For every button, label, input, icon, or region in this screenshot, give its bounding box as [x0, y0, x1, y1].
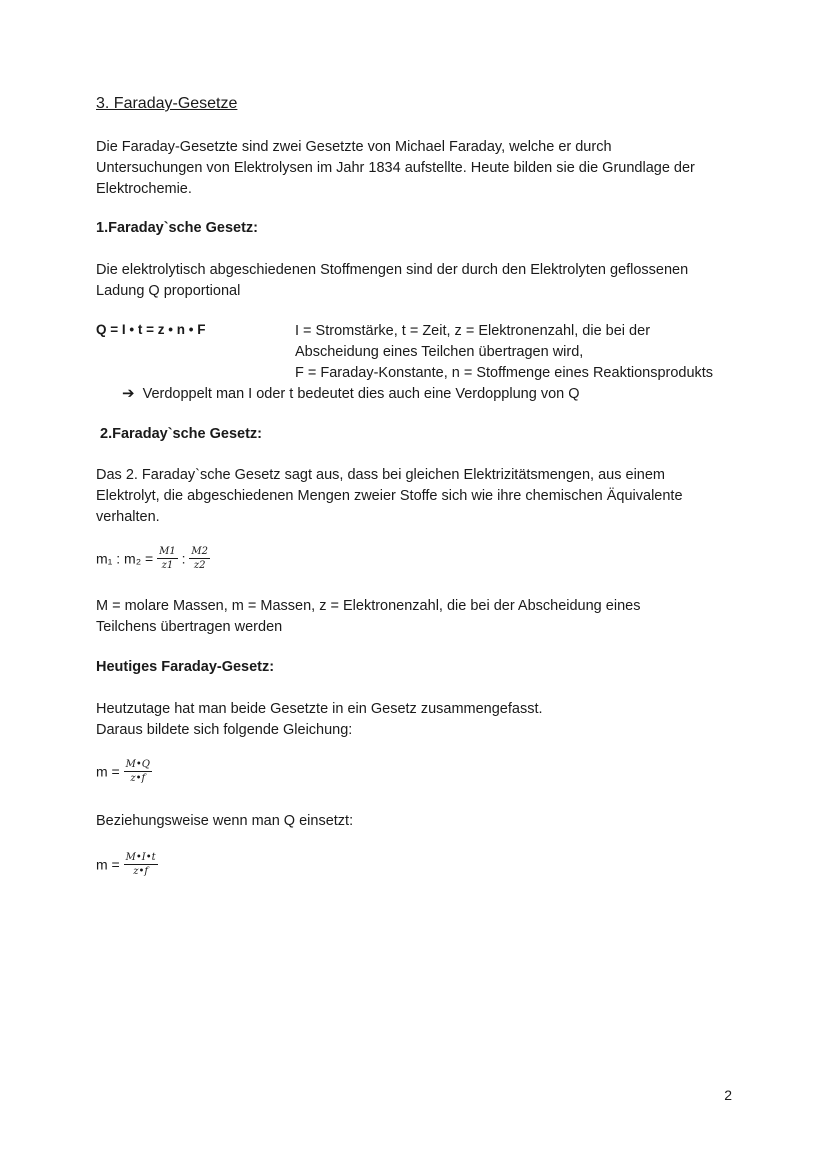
arrow-right-icon: ➔	[122, 385, 135, 402]
law1-conclusion-text: Verdoppelt man I oder t bedeutet dies auch eine Verdopplung von Q	[142, 386, 580, 402]
law3-line: Heutzutage hat man beide Gesetzte in ein Gesetz zusammengefasst.	[96, 701, 543, 717]
law3-line: Daraus bildete sich folgende Gleichung:	[96, 722, 353, 738]
law1-legend-line: F = Faraday-Konstante, n = Stoffmenge eines Reaktionsprodukts	[295, 365, 714, 381]
law2-line: Elektrolyt, die abgeschiedenen Mengen zweier Stoffe sich wie ihre chemischen Äquivalente	[96, 488, 683, 504]
law1-line: Ladung Q proportional	[96, 283, 241, 299]
page-number: 2	[724, 1087, 732, 1103]
law2-legend	[96, 596, 640, 638]
law3-between-text: Beziehungsweise wenn man Q einsetzt:	[96, 813, 354, 829]
fraction-numerator: M•Q	[125, 759, 150, 770]
law1-formula: Q = I • t = z • n • F	[96, 322, 206, 337]
intro-line: Die Faraday-Gesetzte sind zwei Gesetzte von Michael Faraday, welche er durch	[96, 139, 612, 155]
law1-legend-line: Abscheidung eines Teilchen übertragen wird,	[295, 344, 584, 360]
law2-formula	[96, 545, 210, 572]
law3-equation-2	[96, 851, 158, 878]
fraction-m2-z2	[189, 545, 210, 572]
document-page	[96, 0, 746, 1171]
law3-heading: Heutiges Faraday-Gesetz:	[96, 659, 275, 675]
law2-line: verhalten.	[96, 509, 160, 525]
fraction-denominator: z•f	[124, 864, 158, 878]
fraction-denominator: z1	[157, 558, 178, 572]
fraction-m1-z1	[157, 545, 178, 572]
intro-line: Elektrochemie.	[96, 181, 192, 197]
fraction-numerator: M1	[159, 546, 176, 557]
law2-heading: 2.Faraday`sche Gesetz:	[100, 426, 262, 442]
law2-legend-line: M = molare Massen, m = Massen, z = Elektronenzahl, die bei der Abscheidung eines	[96, 598, 641, 614]
law1-paragraph	[96, 260, 688, 302]
law1-legend-line: I = Stromstärke, t = Zeit, z = Elektronenzahl, die bei der	[295, 323, 651, 339]
law3-equation-1	[96, 758, 152, 785]
fraction-denominator: z•f	[124, 771, 152, 785]
law1-conclusion	[122, 383, 580, 405]
intro-line: Untersuchungen von Elektrolysen im Jahr 1834 aufstellte. Heute bilden sie die Grundlage der	[96, 160, 695, 176]
fraction-mit-zf	[124, 851, 158, 878]
law1-line: Die elektrolytisch abgeschiedenen Stoffmengen sind der durch den Elektrolyten geflossenen	[96, 262, 689, 278]
law2-formula-lhs: m₁ : m₂ =	[96, 550, 154, 567]
law2-legend-line: Teilchens übertragen werden	[96, 619, 283, 635]
law2-line: Das 2. Faraday`sche Gesetz sagt aus, dass bei gleichen Elektrizitätsmengen, aus einem	[96, 467, 666, 483]
fraction-mq-zf	[124, 758, 152, 785]
fraction-numerator: M•I•t	[125, 852, 156, 863]
law1-heading: 1.Faraday`sche Gesetz:	[96, 220, 258, 236]
equation-lhs: m =	[96, 856, 120, 873]
ratio-separator: :	[181, 550, 186, 567]
law3-paragraph	[96, 699, 543, 741]
fraction-denominator: z2	[189, 558, 210, 572]
law1-legend	[295, 321, 713, 384]
fraction-numerator: M2	[191, 546, 208, 557]
intro-paragraph	[96, 137, 695, 200]
equation-lhs: m =	[96, 763, 120, 780]
law2-paragraph	[96, 465, 683, 528]
section-title: 3. Faraday-Gesetze	[96, 95, 238, 112]
